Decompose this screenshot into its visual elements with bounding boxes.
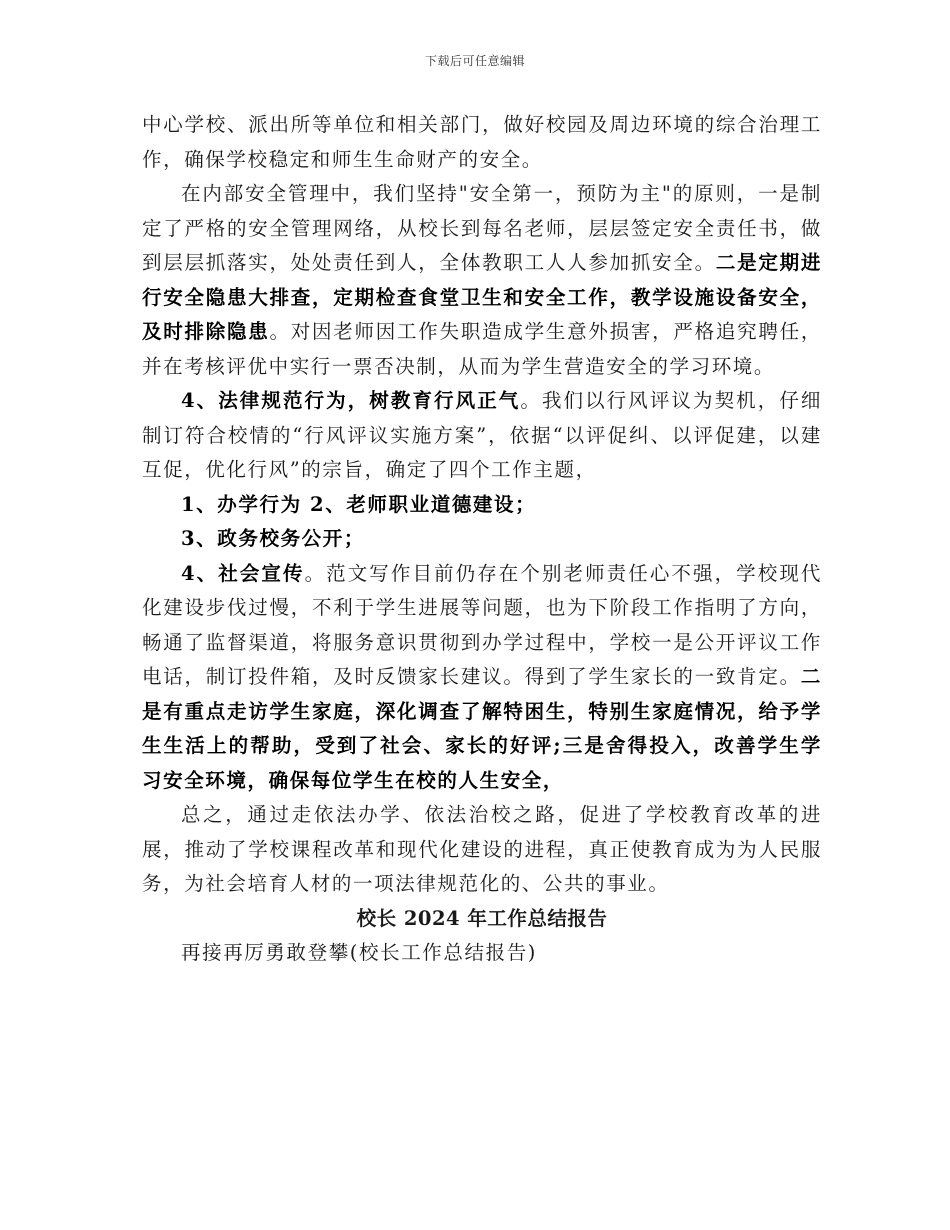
- list-item-1-2: 1、办学行为 2、老师职业道德建设；: [181, 492, 537, 516]
- paragraph-6-rest: 。范文写作目前仍存在个别老师责任心不强，学校现代化建设步伐过慢，不利于学生进展等问题，也为下阶段工作指明了方向，畅通了监督渠道，将服务意识贯彻到办学过程中，学校一是公开评议工作电话，制订投件箱，及时反馈家长建议。得到了学生家长的一致肯定。: [142, 561, 823, 688]
- paragraph-6-bold: 二是有重点走访学生家庭，深化调查了解特困生，特别生家庭情况，给予学生生活上的帮助，受到了社会、家长的好评;三是舍得投入，改善学生学习安全环境，确保每位学生在校的人生安全，: [142, 665, 822, 792]
- document-body: [142, 108, 822, 971]
- report-title: 校长 2024 年工作总结报告: [356, 906, 608, 930]
- paragraph-3: [142, 384, 822, 488]
- page-header: 下载后可任意编辑: [424, 54, 525, 68]
- paragraph-6: [142, 557, 822, 799]
- paragraph-3-heading: 4、法律规范行为，树教育行风正气: [181, 389, 521, 412]
- paragraph-7: 总之，通过走依法办学、依法治校之路，促进了学校教育改革的进展，推动了学校课程改革和现代化建设的进程，真正使教育成为为人民服务，为社会培育人材的一项法律规范化的、公共的事业。: [142, 803, 822, 895]
- paragraph-2-bold: 二是定期进行安全隐患大排查，定期检查食堂卫生和安全工作，教学设施设备安全，及时排除隐患: [142, 251, 822, 343]
- paragraph-4: [142, 488, 822, 523]
- paragraph-5: [142, 522, 822, 557]
- paragraph-2: [142, 177, 822, 384]
- paragraph-2-rest: 。对因老师因工作失职造成学生意外损害，严格追究聘任，并在考核评优中实行一票否决制，从而为学生营造安全的学习环境。: [142, 320, 822, 378]
- report-subtitle: 再接再厉勇敢登攀(校长工作总结报告): [181, 941, 538, 964]
- paragraph-2-text: 在内部安全管理中，我们坚持"安全第一，预防为主"的原则，一是制定了严格的安全管理网络，从校长到每名老师，层层签定安全责任书，做到层层抓落实，处处责任到人，全体教职工人人参加抓安全。: [142, 182, 822, 274]
- paragraph-3-rest: 。我们以行风评议为契机，仔细制订符合校情的“行风评议实施方案”，依据“以评促纠、以评促建，以建互促，优化行风”的宗旨，确定了四个工作主题，: [142, 389, 823, 481]
- paragraph-1: 中心学校、派出所等单位和相关部门，做好校园及周边环境的综合治理工作，确保学校稳定和师生生命财产的安全。: [142, 113, 822, 171]
- list-item-3: 3、政务校务公开；: [181, 527, 365, 550]
- list-item-4-heading: 4、社会宣传: [181, 561, 305, 585]
